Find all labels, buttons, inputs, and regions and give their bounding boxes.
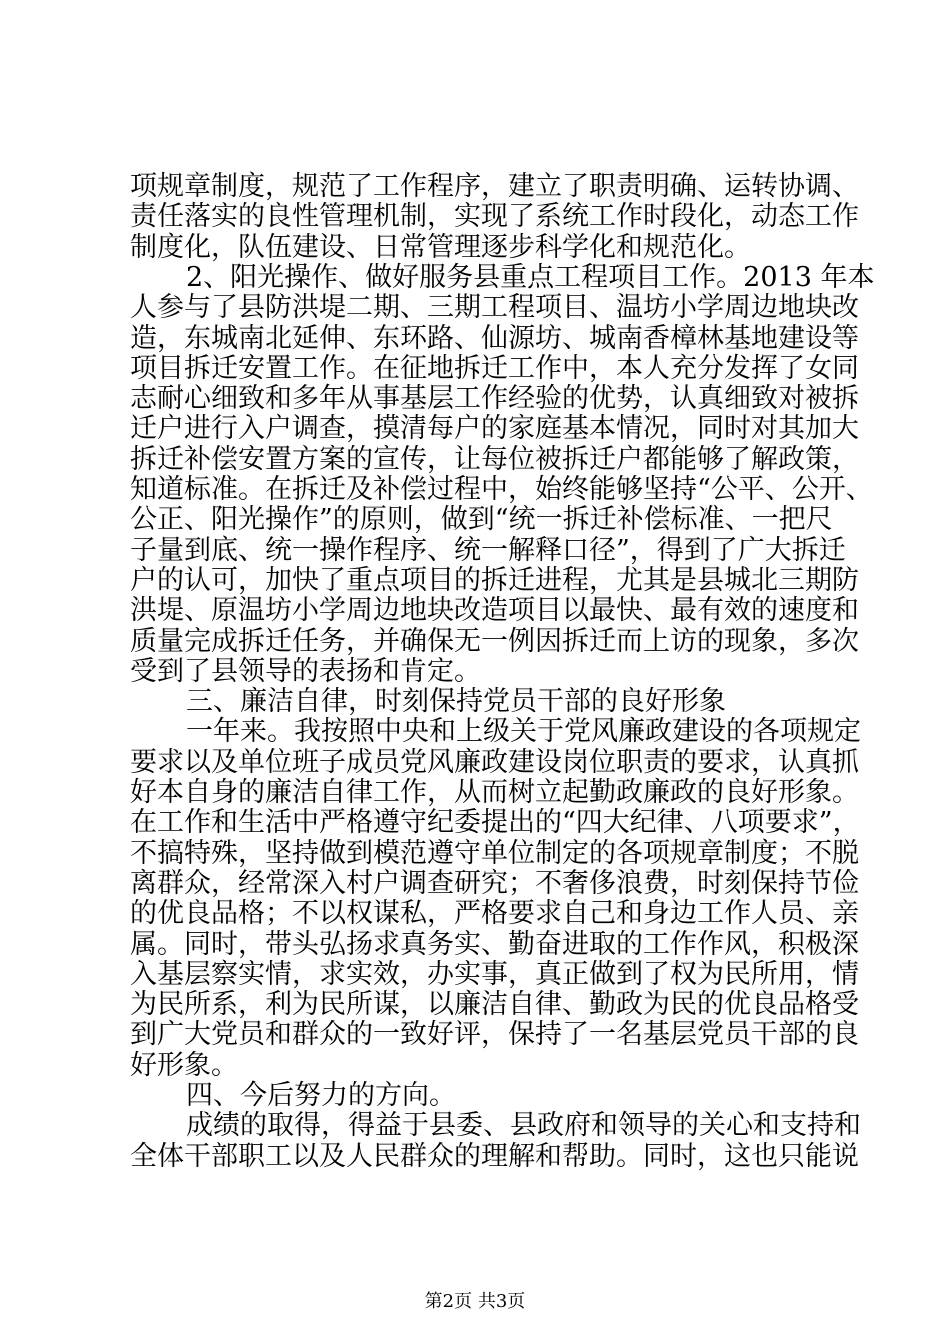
text-line: 2、阳光操作、做好服务县重点工程项目工作。2013 年本 [186,261,875,293]
text-line: 质量完成拆迁任务，并确保无一例因拆迁而上访的现象，多次 [130,625,859,657]
text-line: 要求以及单位班子成员党风廉政建设岗位职责的要求，认真抓 [130,746,859,778]
text-line: 入基层察实情，求实效，办实事，真正做到了权为民所用，情 [130,958,859,990]
text-line: 一年来。我按照中央和上级关于党风廉政建设的各项规定 [186,716,861,748]
text-line: 人参与了县防洪堤二期、三期工程项目、温坊小学周边地块改 [130,292,859,324]
text-line: 项规章制度，规范了工作程序，建立了职责明确、运转协调、 [130,171,859,202]
text-line: 迁户进行入户调查，摸清每户的家庭基本情况，同时对其加大 [130,413,859,445]
text-line: 户的认可，加快了重点项目的拆迁进程，尤其是县城北三期防 [130,564,859,596]
section-heading: 四、今后努力的方向。 [186,1080,456,1111]
text-line: 制度化，队伍建设、日常管理逐步科学化和规范化。 [130,231,751,263]
text-line: 志耐心细致和多年从事基层工作经验的优势，认真细致对被拆 [130,383,859,415]
text-line: 造，东城南北延伸、东环路、仙源坊、城南香樟林基地建设等 [130,322,859,354]
text-line: 为民所系，利为民所谋，以廉洁自律、勤政为民的优良品格受 [130,989,859,1021]
text-line: 属。同时，带头弘扬求真务实、勤奋进取的工作作风，积极深 [130,928,859,960]
section-heading: 三、廉洁自律，时刻保持党员干部的良好形象 [186,686,726,718]
text-line: 子量到底、统一操作程序、统一解释口径”，得到了广大拆迁 [130,534,846,566]
text-line: 成绩的取得，得益于县委、县政府和领导的关心和支持和 [186,1110,861,1142]
text-line: 离群众，经常深入村户调查研究；不奢侈浪费，时刻保持节俭 [130,867,859,899]
text-line: 好本自身的廉洁自律工作，从而树立起勤政廉政的良好形象。 [130,777,859,808]
text-line: 公正、阳光操作”的原则，做到“统一拆迁补偿标准、一把尺 [130,504,833,536]
page-footer: 第2页 共3页 [424,1291,526,1312]
text-line: 洪堤、原温坊小学周边地块改造项目以最快、最有效的速度和 [130,595,859,627]
text-line: 责任落实的良性管理机制，实现了系统工作时段化，动态工作 [130,201,859,233]
text-line: 好形象。 [130,1049,238,1081]
text-line: 项目拆迁安置工作。在征地拆迁工作中，本人充分发挥了女同 [130,352,859,384]
text-line: 的优良品格；不以权谋私，严格要求自己和身边工作人员、亲 [130,898,859,930]
text-line: 不搞特殊，坚持做到模范遵守单位制定的各项规章制度；不脱 [130,837,859,869]
text-line: 全体干部职工以及人民群众的理解和帮助。同时，这也只能说 [130,1140,859,1172]
text-line: 在工作和生活中严格遵守纪委提出的“四大纪律、八项要求”， [130,807,860,839]
text-line: 到广大党员和群众的一致好评，保持了一名基层党员干部的良 [130,1019,859,1051]
text-line: 受到了县领导的表扬和肯定。 [130,655,481,687]
text-line: 拆迁补偿安置方案的宣传，让每位被拆迁户都能够了解政策， [130,443,859,475]
text-line: 知道标准。在拆迁及补偿过程中，始终能够坚持“公平、公开、 [130,474,873,505]
